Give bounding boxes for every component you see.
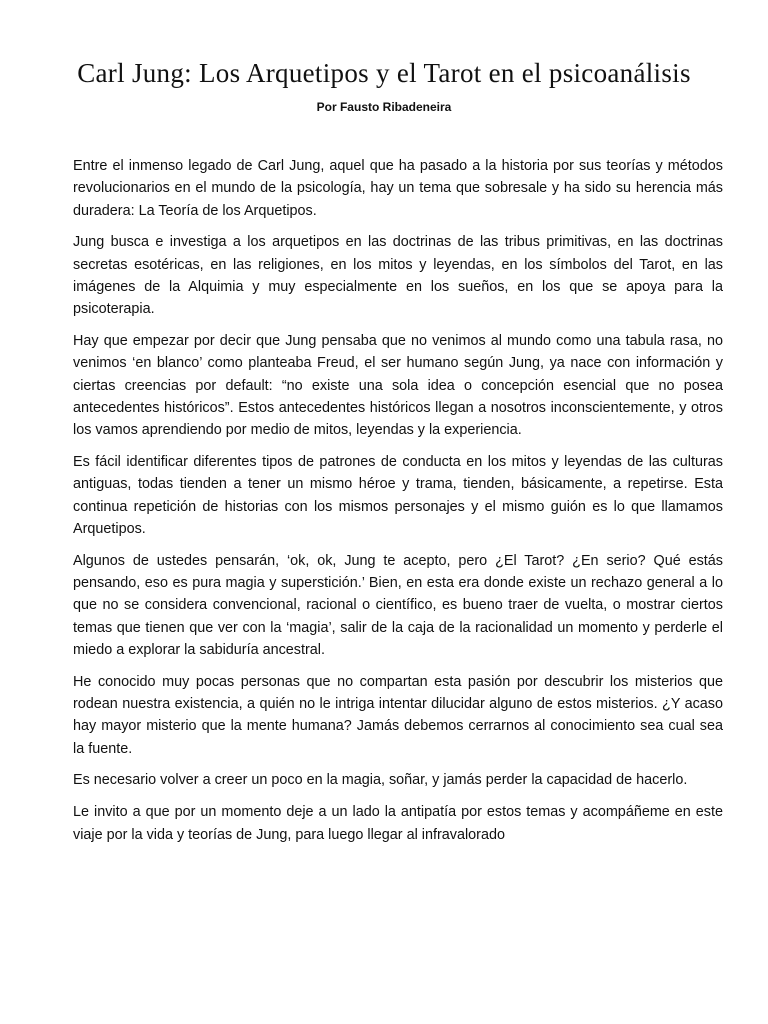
paragraph-7: Es necesario volver a creer un poco en la magia, soñar, y jamás perder la capacidad de hacerlo. <box>73 772 688 789</box>
paragraph-6: He conocido muy pocas personas que no compartan esta pasión por descubrir los misterios que rodean nuestra existencia, a quién no le intriga intentar dilucidar alguno de estos misterios. ¿Y acaso hay mayor misterio que la mente humana? Jamás debemos cerrarnos al conocimiento sea cual sea la fuente. <box>73 673 723 757</box>
paragraph-3: Hay que empezar por decir que Jung pensaba que no venimos al mundo como una tabula rasa, no venimos ‘en blanco’ como planteaba Freud, el ser humano según Jung, ya nace con información y ciertas creencias por default: “no existe una sola idea o concepción esencial que no posea antecedentes históricos”. Estos antecedentes históricos llegan a nosotros inconscientemente, y otros los vamos aprendiendo por medio de mitos, leyendas y la experiencia. <box>73 333 723 439</box>
paragraph-4: Es fácil identificar diferentes tipos de patrones de conducta en los mitos y leyendas de las culturas antiguas, todas tienden a tener un mismo héroe y trama, tienden, básicamente, a repetirse. Esta continua repetición de historias con los mismos personajes y el mismo guión es lo que llamamos Arquetipos. <box>73 454 723 537</box>
document-author: Por Fausto Ribadeneira <box>316 100 452 114</box>
paragraph-8: Le invito a que por un momento deje a un lado la antipatía por estos temas y acompáñeme en este viaje por la vida y teorías de Jung, para luego llegar al infravalorado <box>73 804 723 843</box>
paragraph-1: Entre el inmenso legado de Carl Jung, aquel que ha pasado a la historia por sus teorías y métodos revolucionarios en el mundo de la psicología, hay un tema que sobresale y ha sido su herencia más duradera: La Teoría de los Arquetipos. <box>73 158 723 219</box>
document-title: Carl Jung: Los Arquetipos y el Tarot en el psicoanálisis <box>77 58 691 88</box>
paragraph-2: Jung busca e investiga a los arquetipos en las doctrinas de las tribus primitivas, en las doctrinas secretas esotéricas, en las religiones, en los mitos y leyendas, en los símbolos del Tarot, en las imágenes de la Alquimia y muy especialmente en los sueños, en los que se apoya para la psicoterapia. <box>73 234 723 318</box>
paragraph-5: Algunos de ustedes pensarán, ‘ok, ok, Jung te acepto, pero ¿El Tarot? ¿En serio? Qué estás pensando, eso es pura magia y superstición.’ Bien, en esta era donde existe un rechazo general a lo que no se considera convencional, racional o científico, es bueno traer de vuelta, o mostrar ciertos temas que tienen que ver con la ‘magia’, salir de la caja de la racionalidad un momento y perderle el miedo a explorar la sabiduría ancestral. <box>73 552 723 658</box>
document-body <box>73 155 723 855</box>
